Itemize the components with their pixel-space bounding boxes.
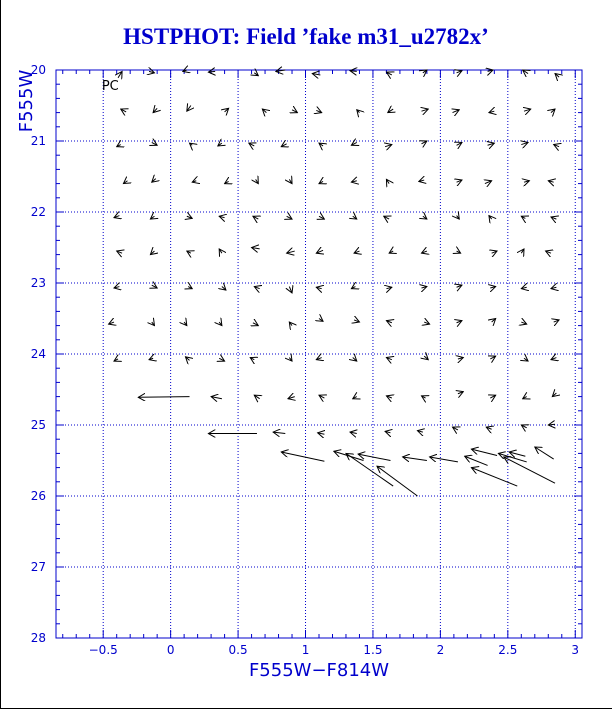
vector-arrow [386,179,389,183]
vector-arrow [384,216,389,219]
vector-arrow [457,251,461,253]
vector-arrow [123,181,127,184]
y-tick-label: 26 [30,489,46,503]
vector-arrow [492,319,496,323]
vector-arrow [190,143,193,145]
vector-arrow [457,142,462,145]
vector-arrow [281,144,286,147]
vector-arrow [388,109,393,113]
vector-arrow [254,287,259,289]
vector-arrow [492,251,497,253]
vector-arrow [254,395,259,399]
vector-arrow [187,251,191,253]
vector-arrow [208,71,215,72]
vector-arrow [424,322,429,324]
vector-arrow [423,216,427,219]
y-axis-title: F555W [16,69,37,133]
chart-title: HSTPHOT: Field ’fake m31_u2782x’ [123,24,489,49]
vector-arrow [292,110,297,113]
vector-arrow [546,251,551,253]
vector-arrow [219,216,224,217]
vector-arrow [551,287,556,288]
x-tick-label: 0.5 [228,643,248,657]
vector-arrow [523,70,528,74]
vector-arrow [353,358,357,362]
vector-arrow [187,106,191,112]
vector-arrow [490,395,495,398]
grid [56,70,582,638]
vector-arrow [222,287,226,291]
vector-arrow [465,456,488,465]
vector-arrow [319,216,324,219]
vector-arrow [552,393,556,397]
vector-arrow [504,457,555,483]
vector-arrow [319,395,324,398]
vector-arrow [152,142,157,145]
vector-arrow [419,180,424,181]
vector-arrow [289,358,292,362]
vector-arrow [551,358,556,360]
vector-arrow [457,180,462,182]
vector-arrow [548,181,553,182]
vector-arrow [354,251,359,253]
vector-arrow [187,216,192,218]
vector-arrow [319,319,323,322]
vector-arrow [498,453,526,462]
vector-arrow [149,358,153,359]
vector-arrow [184,322,187,326]
vector-arrow [490,287,495,288]
vector-arrow [490,356,495,359]
vector-arrow [252,248,260,249]
vector-arrow [551,109,555,113]
vector-arrow [316,287,321,288]
vector-arrow [287,251,295,253]
vector-arrow [218,143,222,146]
vector-arrow [351,181,356,182]
vector-arrow [386,321,391,323]
vector-arrow [489,216,492,220]
vector-arrow [149,71,154,72]
vector-arrow [138,397,189,398]
vector-arrow [152,322,155,326]
vector-arrow [489,111,494,112]
vector-arrow [453,110,460,113]
vector-arrow [219,249,222,253]
vector-arrow [256,179,259,183]
vector-arrow [351,287,355,289]
vector-arrow [403,457,427,461]
vector-arrow [385,431,390,432]
vector-arrow [389,251,393,253]
vector-arrow [551,217,556,219]
vector-arrow [225,108,229,112]
y-tick-label: 24 [30,347,46,361]
pc-annotation: PC [101,78,119,94]
y-tick-label: 22 [30,205,46,219]
vector-arrow [118,71,122,77]
vector-arrow [318,433,325,434]
vector-arrow [424,356,428,360]
vector-arrow [273,432,285,433]
x-axis-title: F555W−F814W [248,660,390,681]
vector-arrow [249,143,254,146]
vector-arrow [350,432,357,433]
vector-arrow [250,358,254,360]
vector-arrow [422,396,426,398]
vector-arrow [289,287,292,293]
vector-arrow [219,358,224,361]
x-tick-label: 2 [436,643,445,657]
vector-arrow [386,358,391,360]
vector-arrow [471,468,517,486]
vector-arrow [458,358,463,359]
vector-arrow [457,285,462,287]
x-tick-label: −0.5 [88,643,118,657]
axis-ticks [31,63,582,657]
vector-arrow [152,179,156,183]
vector-arrow [316,250,323,253]
vector-arrow [281,452,324,461]
vector-arrow [457,216,460,220]
x-tick-label: 1 [301,643,310,657]
vector-arrow [316,110,321,112]
vector-arrow [219,322,222,326]
vector-arrow [109,322,114,324]
vector-arrow [289,179,292,183]
vector-arrow [535,447,554,459]
vector-arrow [319,181,323,183]
vector-arrow [485,181,492,184]
vector-arrow [346,453,393,486]
vector-arrow [117,251,122,253]
vector-arrow [486,427,491,429]
y-tick-label: 27 [30,560,46,574]
vector-arrow [521,142,528,144]
vector-arrow [471,449,497,455]
vector-arrow [358,454,390,460]
vector-arrow [523,397,527,399]
vector-arrow [253,216,258,219]
vector-arrow [287,216,292,219]
x-tick-label: 1.5 [363,643,383,657]
vector-arrow [377,466,417,496]
vector-arrow [357,110,360,113]
vector-arrow [288,397,295,399]
vector-arrow [521,322,526,324]
vector-arrow [316,358,321,360]
vector-arrow [524,109,531,111]
vector-arrow [253,323,258,326]
vector-arrow [457,71,462,73]
vector-arrow [185,357,189,361]
vector-arrow [114,216,119,218]
vector-arrow [351,142,356,145]
vector-arrow [386,72,391,75]
vector-arrow [289,322,292,326]
vector-arrow [521,287,526,288]
vector-arrow [354,320,359,322]
vector-arrow [152,285,157,288]
vector-arrow [353,397,357,399]
vector-arrow [422,251,427,253]
vector-arrow [353,216,357,219]
vector-arrow [211,397,222,399]
vector-arrow [488,143,495,145]
vector-arrow [548,424,555,425]
y-tick-label: 23 [30,276,46,290]
vector-arrow [150,216,154,219]
x-tick-label: 0 [166,643,175,657]
vector-arrow [422,109,429,111]
x-tick-label: 2.5 [498,643,518,657]
vector-arrow [114,287,119,288]
y-tick-label: 21 [30,134,46,148]
vector-arrow [153,108,157,112]
vector-arrow [457,321,462,323]
vector-arrow [350,71,357,72]
vector-arrow [417,431,422,432]
vector-arrow [509,452,525,456]
vector-arrow [555,74,559,78]
vector-arrow [386,287,391,288]
vector-arrow [422,287,427,288]
vector-arrow [524,181,529,182]
vector-arrow [453,427,458,430]
vector-arrow [458,392,463,394]
vector-arrow [121,109,126,112]
y-tick-label: 25 [30,418,46,432]
vector-arrow [554,145,559,147]
vector-arrow [114,359,118,361]
vector-arrow [319,143,323,146]
vector-arrow [521,249,524,253]
vector-arrow [117,145,121,147]
x-tick-label: 3 [571,643,580,657]
vector-arrow [334,451,364,460]
vector-arrow [262,109,266,113]
vector-arrow [524,358,528,361]
vector-arrow [430,457,458,462]
vector-arrow [385,145,392,147]
vector-arrow [254,73,258,76]
vector-arrow [192,181,196,182]
y-tick-label: 28 [30,631,46,645]
vector-arrow [521,216,525,218]
vector-arrow [554,320,559,322]
vector-arrow [225,181,229,183]
vector-arrow [386,396,391,398]
y-tick-label: 20 [30,63,46,77]
vector-arrow [150,251,154,255]
vector-arrow [188,287,192,289]
